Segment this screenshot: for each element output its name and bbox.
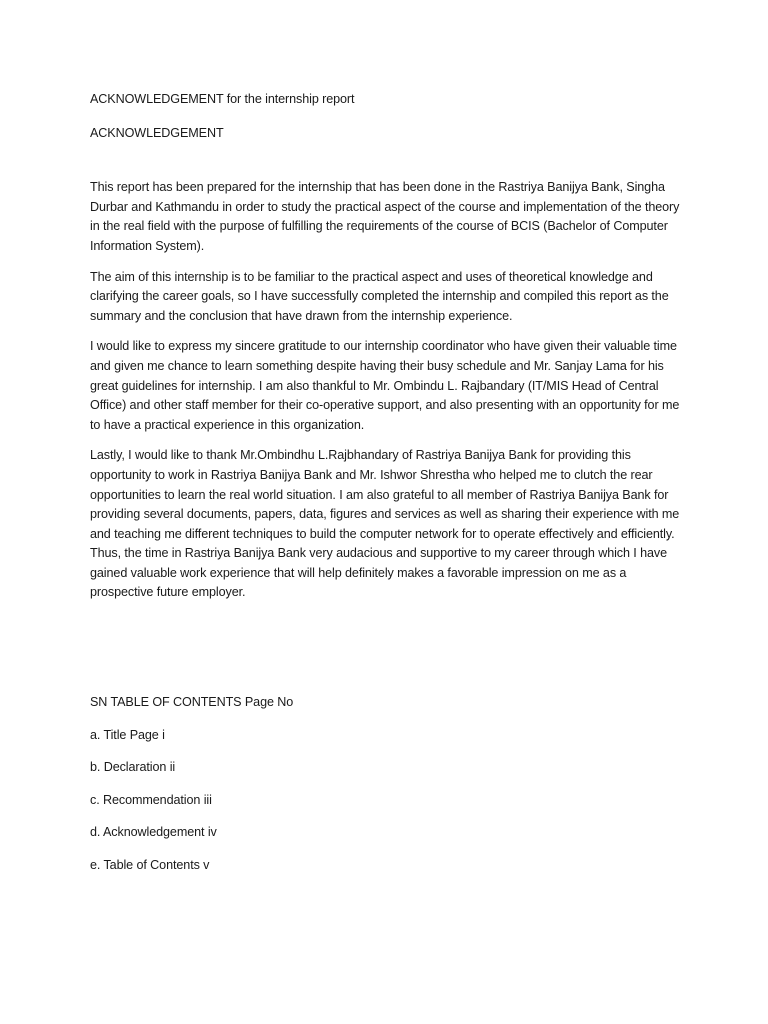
section-heading: ACKNOWLEDGEMENT (90, 125, 224, 140)
toc-item: d. Acknowledgement iv (90, 825, 217, 840)
paragraph-intro: This report has been prepared for the internship that has been done in the Rastriya Banijya Bank, Singha Durbar and Kathmandu in order to study the practical aspect of the course and implementation of the theory in the real field with the purpose of fulfilling the requirements of the course of BCIS (Bachelor of Computer Information System). (90, 180, 680, 253)
toc-item: e. Table of Contents v (90, 858, 210, 873)
toc-item: a. Title Page i (90, 727, 165, 742)
toc-header: SN TABLE OF CONTENTS Page No (90, 695, 294, 710)
paragraph-gratitude: I would like to express my sincere gratitude to our internship coordinator who have given their valuable time and given me chance to learn something despite having their busy schedule and Mr. Sanjay Lama for his great guidelines for internship. I am also thankful to Mr. Ombindu L. Rajbandary (IT/MIS Head of Central Office) and other staff member for their co-operative support, and also presenting with an opportunity for me to have a practical experience in this organization. (90, 339, 680, 432)
toc-item: b. Declaration ii (90, 760, 176, 775)
paragraph-closing: Lastly, I would like to thank Mr.Ombindhu L.Rajbhandary of Rastriya Banijya Bank for providing this opportunity to work in Rastriya Banijya Bank and Mr. Ishwor Shrestha who helped me to clutch the rear opportunities to learn the real world situation. I am also grateful to all member of Rastriya Banijya Bank for providing several documents, papers, data, figures and services as well as sharing their experience with me and teaching me different techniques to build the computer network for to operate effectively and efficiently. Thus, the time in Rastriya Banijya Bank very audacious and supportive to my career through which I have gained valuable work experience that will help definitely makes a favorable impression on me as a prospective future employer. (90, 448, 680, 600)
toc-item: c. Recommendation iii (90, 792, 212, 807)
document-title: ACKNOWLEDGEMENT for the internship report (90, 92, 355, 106)
table-of-contents (90, 693, 680, 876)
paragraph-aim: The aim of this internship is to be familiar to the practical aspect and uses of theoretical knowledge and clarifying the career goals, so I have successfully completed the internship and compiled this report as the summary and the conclusion that have drawn from the internship experience. (90, 269, 669, 323)
document-content (90, 90, 680, 876)
